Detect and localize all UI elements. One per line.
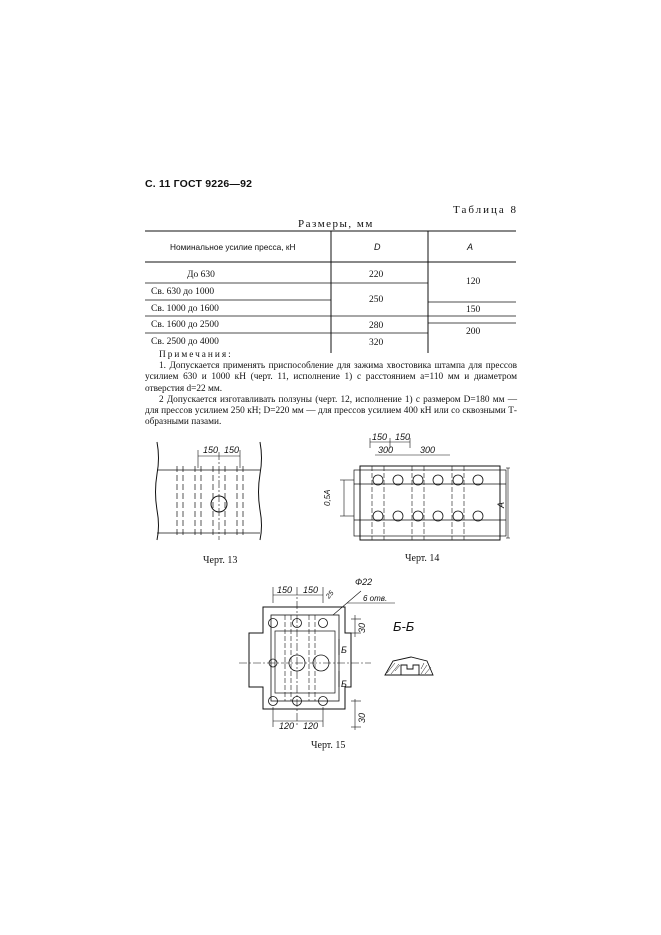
note-1: 1. Допускается применять приспособление для зажима хвостовика штампа для прессов усилием 630 и 1000 кН (черт. 11, исполнение 1) с расстоянием a=110 мм и диаметром отверстия d=22 мм. — [145, 361, 517, 394]
fig15-dim-bottom-1: 120 — [279, 721, 295, 731]
row-d-2: 250 — [369, 295, 384, 305]
fig15-dim-top-1: 150 — [277, 585, 293, 595]
figure-15-caption: Черт. 15 — [311, 740, 346, 751]
row-d-5: 320 — [369, 338, 384, 348]
fig13-dim-1: 150 — [203, 445, 219, 455]
fig15-section-mark-top: Б — [341, 645, 347, 655]
a-value-3: 200 — [466, 327, 481, 337]
figure-13 — [155, 440, 265, 542]
fig15-section-label: Б-Б — [393, 619, 415, 634]
table-caption: Размеры, мм — [298, 218, 374, 230]
column-header-force: Номинальное усилие пресса, кН — [170, 242, 296, 252]
page-header: С. 11 ГОСТ 9226—92 — [145, 178, 253, 190]
fig13-dim-2: 150 — [224, 445, 240, 455]
row-force-3: Св. 1000 до 1600 — [151, 304, 219, 314]
fig15-dim-bottom-2: 120 — [303, 721, 319, 731]
notes-block — [145, 350, 517, 428]
fig14-dim-left: 0,5A — [323, 489, 332, 506]
fig15-dim-right-bottom: 30 — [357, 712, 367, 723]
fig15-section-mark-bottom: Б — [341, 679, 347, 689]
row-force-4: Св. 1600 до 2500 — [151, 320, 219, 330]
row-d-4: 280 — [369, 321, 384, 331]
row-force-2: Св. 630 до 1000 — [151, 287, 215, 297]
table-number: Таблица 8 — [453, 204, 519, 216]
notes-title: Примечания: — [159, 350, 233, 360]
figure-14-caption: Черт. 14 — [405, 553, 440, 564]
fig14-dim-mid-1: 300 — [378, 445, 394, 455]
fig14-dim-top-2: 150 — [395, 432, 411, 442]
fig15-dim-right-top: 30 — [357, 622, 367, 633]
fig15-hole-label: Ф22 — [355, 577, 373, 587]
fig15-dim-slant: 25 — [325, 589, 336, 601]
fig15-dim-top-2: 150 — [303, 585, 319, 595]
note-2: 2 Допускается изготавливать ползуны (черт. 12, исполнение 1) с размером D=180 мм — для прессов усилием 250 кН; D=220 мм — для прессов усилием 400 кН или со сквозными Т-образными пазами. — [145, 394, 517, 428]
figure-13-caption: Черт. 13 — [203, 555, 238, 566]
row-force-1: До 630 — [187, 270, 215, 280]
fig14-dim-right: A — [496, 501, 506, 508]
row-force-5: Св. 2500 до 4000 — [151, 337, 219, 347]
fig14-dim-mid-2: 300 — [420, 445, 436, 455]
figure-14 — [320, 430, 520, 548]
a-value-1: 120 — [466, 277, 481, 287]
figure-15 — [235, 575, 435, 735]
a-value-2: 150 — [466, 305, 481, 315]
column-header-a: A — [467, 242, 474, 252]
row-d-1: 220 — [369, 270, 384, 280]
column-header-d: D — [374, 242, 381, 252]
fig15-holes-note: 6 отв. — [363, 594, 388, 603]
fig14-dim-top-1: 150 — [372, 432, 388, 442]
